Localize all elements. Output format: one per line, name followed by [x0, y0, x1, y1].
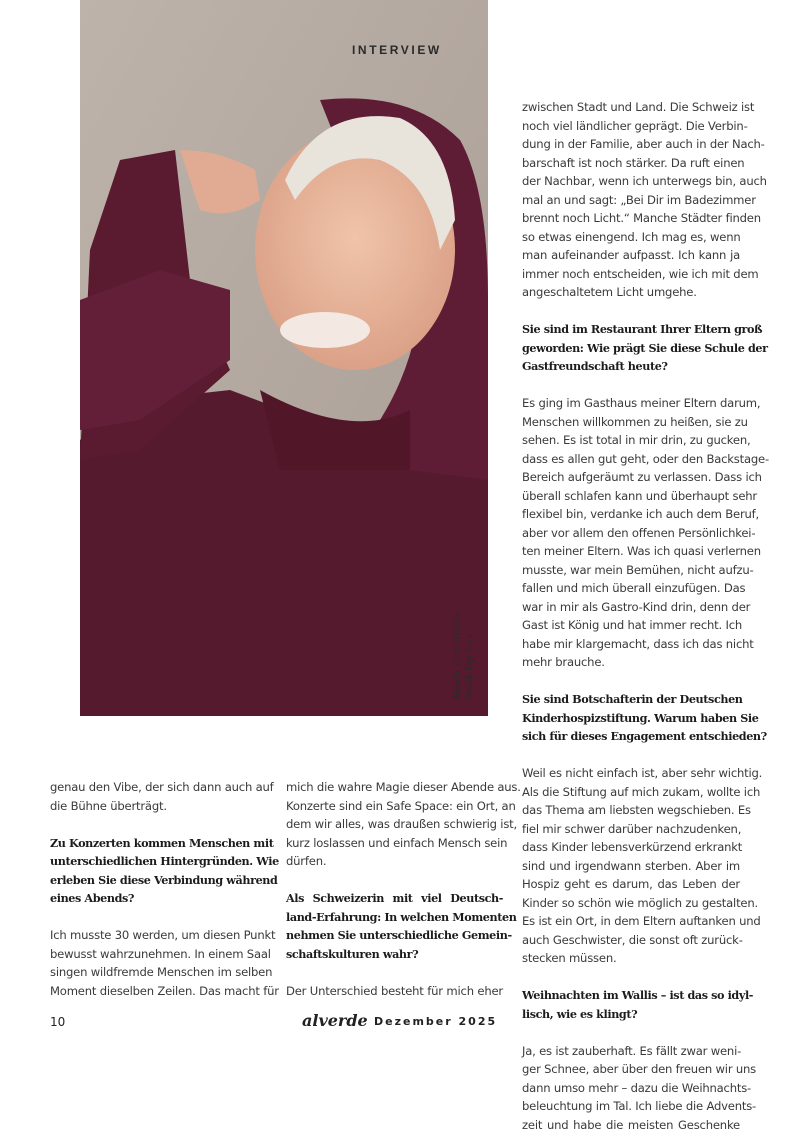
text-line: angeschaltetem Licht umgehe.	[522, 283, 740, 302]
text-line: ten meiner Eltern. Was ich quasi verlernen	[522, 542, 740, 561]
answer-paragraph	[522, 394, 740, 672]
text-line: lisch, wie es klingt?	[522, 1005, 740, 1024]
section-kicker: INTERVIEW	[352, 43, 442, 57]
text-line: Der Unterschied besteht für mich eher	[286, 982, 503, 1001]
text-line: noch viel ländlicher geprägt. Die Verbin-	[522, 117, 740, 136]
paragraph-gap	[286, 963, 503, 982]
text-line: mehr brauche.	[522, 653, 740, 672]
text-column-left	[50, 778, 267, 1000]
text-line: Es ging im Gasthaus meiner Eltern darum,	[522, 394, 740, 413]
text-line: musste, war mein Bemühen, nicht aufzu-	[522, 561, 740, 580]
text-line: sehen. Es ist total in mir drin, zu gucken,	[522, 431, 740, 450]
text-line: Gast ist König und hat immer recht. Ich	[522, 616, 740, 635]
paragraph-gap	[522, 302, 740, 321]
text-line: schaftskulturen wahr?	[286, 945, 503, 964]
credit-item-2: Strick Top	[464, 656, 475, 700]
text-line: Menschen willkommen zu heißen, sie zu	[522, 413, 740, 432]
text-line: Als die Stiftung auf mich zukam, wollte ich	[522, 783, 740, 802]
text-line: dung in der Familie, aber auch in der Nach-	[522, 135, 740, 154]
text-line: Ja, es ist zauberhaft. Es fällt zwar weni-	[522, 1042, 740, 1061]
text-line: erleben Sie diese Verbindung während	[50, 871, 267, 890]
portrait-photo	[80, 0, 488, 716]
answer-paragraph	[522, 98, 740, 302]
text-line: kurz loslassen und einfach Mensch sein	[286, 834, 503, 853]
text-line: bewusst wahrzunehmen. In einem Saal	[50, 945, 267, 964]
text-line: dass es allen gut geht, oder den Backstage-	[522, 450, 740, 469]
answer-paragraph	[286, 778, 503, 871]
text-line: brennt noch Licht.“ Manche Städter finden	[522, 209, 740, 228]
text-line: stecken müssen.	[522, 949, 740, 968]
answer-paragraph	[522, 1042, 740, 1134]
text-line: aber vor allem den offenen Persönlichkei-	[522, 524, 740, 543]
issue-date: Dezember 2025	[374, 1015, 497, 1028]
text-line: Konzerte sind ein Safe Space: ein Ort, an	[286, 797, 503, 816]
credit-brand-1: Acne Studios	[452, 610, 463, 668]
text-line: Weil es nicht einfach ist, aber sehr wichtig.	[522, 764, 740, 783]
paragraph-gap	[522, 746, 740, 765]
answer-paragraph	[286, 982, 503, 1001]
paragraph-gap	[522, 672, 740, 691]
text-line: singen wildfremde Menschen im selben	[50, 963, 267, 982]
text-line: dass Kinder lebensverkürzend erkrankt	[522, 838, 740, 857]
text-line: zwischen Stadt und Land. Die Schweiz ist	[522, 98, 740, 117]
text-line: Ich musste 30 werden, um diesen Punkt	[50, 926, 267, 945]
paragraph-gap	[522, 968, 740, 987]
text-line: Es ist ein Ort, in dem Eltern auftanken und	[522, 912, 740, 931]
text-line: dann umso mehr – dazu die Weihnachts-	[522, 1079, 740, 1098]
text-line: Sie sind im Restaurant Ihrer Eltern groß	[522, 320, 740, 339]
text-line: so etwas einengend. Ich mag es, wenn	[522, 228, 740, 247]
text-line: sich für dieses Engagement entschieden?	[522, 727, 740, 746]
text-line: eines Abends?	[50, 889, 267, 908]
interview-question	[522, 320, 740, 376]
answer-paragraph	[522, 764, 740, 968]
paragraph-gap	[286, 871, 503, 890]
text-line: unterschiedlichen Hintergründen. Wie	[50, 852, 267, 871]
text-column-right	[522, 98, 740, 1134]
paragraph-gap	[50, 908, 267, 927]
text-line: geworden: Wie prägt Sie diese Schule der	[522, 339, 740, 358]
interview-question	[50, 834, 267, 908]
text-line: die Bühne überträgt.	[50, 797, 267, 816]
text-line: Gastfreundschaft heute?	[522, 357, 740, 376]
text-line: zeit und habe die meisten Geschenke	[522, 1116, 740, 1134]
text-line: Hospiz geht es darum, das Leben der	[522, 875, 740, 894]
text-line: war in mir als Gastro-Kind drin, denn der	[522, 598, 740, 617]
answer-paragraph	[50, 926, 267, 1000]
text-line: Zu Konzerten kommen Menschen mit	[50, 834, 267, 853]
paragraph-gap	[50, 815, 267, 834]
text-line: auch Geschwister, die sonst oft zurück-	[522, 931, 740, 950]
credit-item-1: Hoodie	[452, 669, 463, 701]
text-line: genau den Vibe, der sich dann auch auf	[50, 778, 267, 797]
text-column-middle	[286, 778, 503, 1000]
text-line: dem wir alles, was draußen schwierig ist,	[286, 815, 503, 834]
page-footer	[50, 1013, 740, 1033]
text-line: Kinder so schön wie möglich zu gestalten.	[522, 894, 740, 913]
text-line: habe mir klargemacht, dass ich das nicht	[522, 635, 740, 654]
text-line: beleuchtung im Tal. Ich liebe die Advents-	[522, 1097, 740, 1116]
magazine-logo: alverde	[302, 1011, 368, 1030]
text-line: flexibel bin, verdanke ich auch dem Beruf,	[522, 505, 740, 524]
answer-paragraph	[50, 778, 267, 815]
text-line: ger Schnee, aber über den freuen wir uns	[522, 1060, 740, 1079]
credit-brand-2: Zara	[464, 634, 475, 656]
text-line: mich die wahre Magie dieser Abende aus.	[286, 778, 503, 797]
interview-question	[286, 889, 503, 963]
text-line: nehmen Sie unterschiedliche Gemein-	[286, 926, 503, 945]
text-line: Bereich aufgeräumt zu verlassen. Dass ich	[522, 468, 740, 487]
text-line: dürfen.	[286, 852, 503, 871]
text-line: Weihnachten im Wallis – ist das so idyl-	[522, 986, 740, 1005]
paragraph-gap	[522, 376, 740, 395]
text-line: überall schlafen kann und überhaupt sehr	[522, 487, 740, 506]
text-line: das Thema am liebsten wegschieben. Es	[522, 801, 740, 820]
text-line: Moment dieselben Zeilen. Das macht für	[50, 982, 267, 1001]
photo-credit	[452, 610, 476, 700]
text-line: mal an und sagt: „Bei Dir im Badezimmer	[522, 191, 740, 210]
text-line: man aufeinander aufpasst. Ich kann ja	[522, 246, 740, 265]
interview-question	[522, 690, 740, 746]
text-line: Als Schweizerin mit viel Deutsch-	[286, 889, 503, 908]
text-line: der Nachbar, wenn ich unterwegs bin, auch	[522, 172, 740, 191]
text-line: fiel mir schwer darüber nachzudenken,	[522, 820, 740, 839]
text-line: immer noch entscheiden, wie ich mit dem	[522, 265, 740, 284]
text-line: Kinderhospizstiftung. Warum haben Sie	[522, 709, 740, 728]
page-number: 10	[50, 1015, 65, 1029]
text-line: fallen und mich überall einzufügen. Das	[522, 579, 740, 598]
text-line: barschaft ist noch stärker. Da ruft einen	[522, 154, 740, 173]
text-line: sind und irgendwann sterben. Aber im	[522, 857, 740, 876]
text-line: Sie sind Botschafterin der Deutschen	[522, 690, 740, 709]
text-line: land-Erfahrung: In welchen Momenten	[286, 908, 503, 927]
